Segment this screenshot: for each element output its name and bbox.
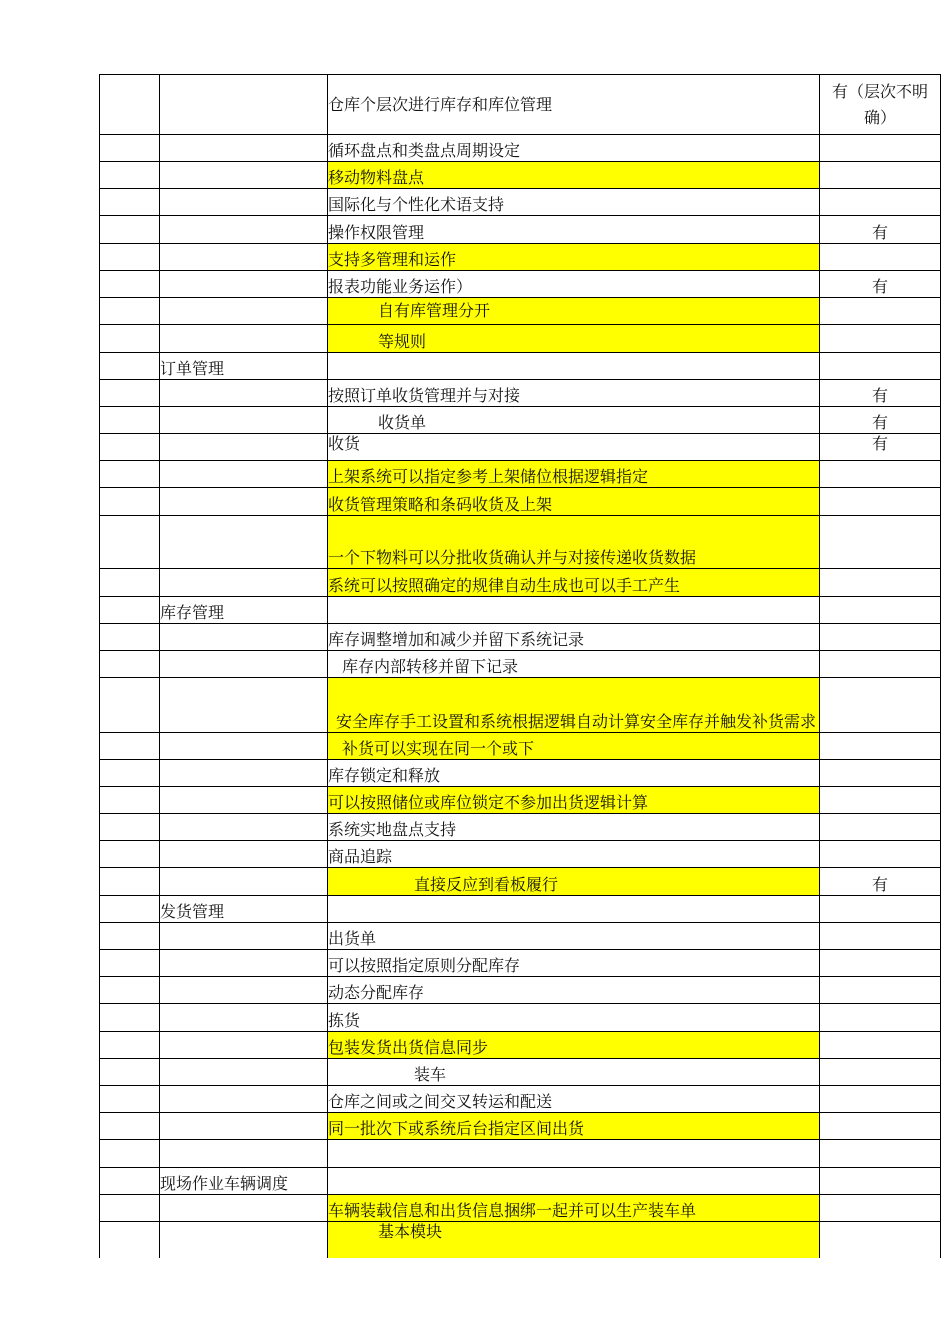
blank-cell bbox=[100, 189, 160, 216]
category-cell bbox=[160, 298, 328, 325]
status-cell: 有 bbox=[820, 216, 941, 244]
status-cell bbox=[820, 1168, 941, 1195]
blank-cell bbox=[100, 597, 160, 624]
category-cell bbox=[160, 733, 328, 760]
blank-cell bbox=[100, 353, 160, 380]
category-cell bbox=[160, 135, 328, 162]
blank-cell bbox=[100, 1222, 160, 1258]
feature-cell: 拣货 bbox=[328, 1004, 820, 1032]
category-cell bbox=[160, 1059, 328, 1086]
feature-cell: 系统可以按照确定的规律自动生成也可以手工产生 bbox=[328, 569, 820, 597]
feature-cell: 安全库存手工设置和系统根据逻辑自动计算安全库存并触发补货需求 bbox=[328, 678, 820, 733]
status-cell bbox=[820, 189, 941, 216]
requirements-table bbox=[99, 74, 941, 1258]
category-cell bbox=[160, 787, 328, 814]
category-cell bbox=[160, 488, 328, 516]
table-row bbox=[100, 1032, 941, 1059]
feature-cell: 上架系统可以指定参考上架储位根据逻辑指定 bbox=[328, 461, 820, 488]
status-cell bbox=[820, 760, 941, 787]
feature-cell: 仓库之间或之间交叉转运和配送 bbox=[328, 1086, 820, 1113]
feature-cell: 直接反应到看板履行 bbox=[328, 868, 820, 896]
feature-cell bbox=[328, 896, 820, 923]
blank-cell bbox=[100, 1113, 160, 1140]
blank-cell bbox=[100, 75, 160, 135]
status-cell bbox=[820, 298, 941, 325]
blank-cell bbox=[100, 651, 160, 678]
feature-cell: 仓库个层次进行库存和库位管理 bbox=[328, 75, 820, 135]
blank-cell bbox=[100, 380, 160, 407]
status-cell bbox=[820, 597, 941, 624]
table-row bbox=[100, 1140, 941, 1168]
status-cell: 有 bbox=[820, 380, 941, 407]
status-cell: 有 bbox=[820, 868, 941, 896]
status-cell bbox=[820, 678, 941, 733]
table-row bbox=[100, 271, 941, 298]
blank-cell bbox=[100, 407, 160, 434]
blank-cell bbox=[100, 162, 160, 189]
status-cell bbox=[820, 1195, 941, 1222]
blank-cell bbox=[100, 787, 160, 814]
status-cell: 有 bbox=[820, 434, 941, 461]
table-row bbox=[100, 814, 941, 841]
table-row bbox=[100, 1222, 941, 1258]
feature-cell: 收货单 bbox=[328, 407, 820, 434]
table-row bbox=[100, 1195, 941, 1222]
table-row bbox=[100, 407, 941, 434]
feature-cell: 商品追踪 bbox=[328, 841, 820, 868]
feature-cell: 操作权限管理 bbox=[328, 216, 820, 244]
category-cell bbox=[160, 1222, 328, 1258]
category-cell bbox=[160, 1086, 328, 1113]
feature-cell: 报表功能业务运作） bbox=[328, 271, 820, 298]
table-row bbox=[100, 624, 941, 651]
feature-cell: 补货可以实现在同一个或下 bbox=[328, 733, 820, 760]
category-cell bbox=[160, 271, 328, 298]
status-cell: 有（层次不明确） bbox=[820, 75, 941, 135]
table-row bbox=[100, 353, 941, 380]
feature-cell: 车辆装载信息和出货信息捆绑一起并可以生产装车单 bbox=[328, 1195, 820, 1222]
blank-cell bbox=[100, 950, 160, 977]
category-cell bbox=[160, 407, 328, 434]
table-row bbox=[100, 461, 941, 488]
feature-cell: 移动物料盘点 bbox=[328, 162, 820, 189]
status-cell bbox=[820, 1059, 941, 1086]
category-cell bbox=[160, 516, 328, 569]
feature-cell: 自有库管理分开 bbox=[328, 298, 820, 325]
category-cell bbox=[160, 325, 328, 353]
category-cell bbox=[160, 434, 328, 461]
category-cell bbox=[160, 75, 328, 135]
table-row bbox=[100, 244, 941, 271]
feature-cell bbox=[328, 353, 820, 380]
table-row bbox=[100, 298, 941, 325]
status-cell: 有 bbox=[820, 271, 941, 298]
feature-cell: 包装发货出货信息同步 bbox=[328, 1032, 820, 1059]
table-row bbox=[100, 516, 941, 569]
category-cell bbox=[160, 923, 328, 950]
blank-cell bbox=[100, 434, 160, 461]
category-cell bbox=[160, 569, 328, 597]
table-row bbox=[100, 189, 941, 216]
table-row bbox=[100, 923, 941, 950]
category-cell bbox=[160, 760, 328, 787]
blank-cell bbox=[100, 271, 160, 298]
category-cell bbox=[160, 1195, 328, 1222]
blank-cell bbox=[100, 1004, 160, 1032]
feature-cell: 收货管理策略和条码收货及上架 bbox=[328, 488, 820, 516]
category-cell bbox=[160, 868, 328, 896]
category-cell bbox=[160, 624, 328, 651]
blank-cell bbox=[100, 569, 160, 597]
blank-cell bbox=[100, 977, 160, 1004]
table-row bbox=[100, 733, 941, 760]
feature-cell: 出货单 bbox=[328, 923, 820, 950]
table-row bbox=[100, 1059, 941, 1086]
category-cell bbox=[160, 244, 328, 271]
blank-cell bbox=[100, 325, 160, 353]
category-cell bbox=[160, 1113, 328, 1140]
category-cell bbox=[160, 216, 328, 244]
blank-cell bbox=[100, 244, 160, 271]
feature-cell: 一个下物料可以分批收货确认并与对接传递收货数据 bbox=[328, 516, 820, 569]
table-row bbox=[100, 75, 941, 135]
category-cell: 库存管理 bbox=[160, 597, 328, 624]
table-row bbox=[100, 434, 941, 461]
blank-cell bbox=[100, 896, 160, 923]
status-cell bbox=[820, 977, 941, 1004]
category-cell: 发货管理 bbox=[160, 896, 328, 923]
feature-cell: 系统实地盘点支持 bbox=[328, 814, 820, 841]
table-row bbox=[100, 216, 941, 244]
feature-cell bbox=[328, 1140, 820, 1168]
feature-cell: 循环盘点和类盘点周期设定 bbox=[328, 135, 820, 162]
feature-cell: 同一批次下或系统后台指定区间出货 bbox=[328, 1113, 820, 1140]
blank-cell bbox=[100, 923, 160, 950]
category-cell bbox=[160, 814, 328, 841]
table-row bbox=[100, 488, 941, 516]
table-row bbox=[100, 977, 941, 1004]
category-cell bbox=[160, 977, 328, 1004]
table-row bbox=[100, 651, 941, 678]
blank-cell bbox=[100, 624, 160, 651]
status-cell bbox=[820, 787, 941, 814]
status-cell bbox=[820, 1140, 941, 1168]
category-cell bbox=[160, 162, 328, 189]
blank-cell bbox=[100, 841, 160, 868]
table-row bbox=[100, 325, 941, 353]
category-cell bbox=[160, 461, 328, 488]
feature-cell: 可以按照指定原则分配库存 bbox=[328, 950, 820, 977]
status-cell: 有 bbox=[820, 407, 941, 434]
blank-cell bbox=[100, 1140, 160, 1168]
blank-cell bbox=[100, 216, 160, 244]
blank-cell bbox=[100, 488, 160, 516]
category-cell bbox=[160, 950, 328, 977]
blank-cell bbox=[100, 516, 160, 569]
blank-cell bbox=[100, 461, 160, 488]
table-row bbox=[100, 950, 941, 977]
blank-cell bbox=[100, 1195, 160, 1222]
status-cell bbox=[820, 1222, 941, 1258]
table-row bbox=[100, 597, 941, 624]
table-row bbox=[100, 162, 941, 189]
feature-cell: 库存调整增加和减少并留下系统记录 bbox=[328, 624, 820, 651]
category-cell bbox=[160, 189, 328, 216]
feature-cell: 基本模块 bbox=[328, 1222, 820, 1258]
category-cell bbox=[160, 1032, 328, 1059]
blank-cell bbox=[100, 760, 160, 787]
blank-cell bbox=[100, 678, 160, 733]
status-cell bbox=[820, 516, 941, 569]
feature-cell: 按照订单收货管理并与对接 bbox=[328, 380, 820, 407]
status-cell bbox=[820, 1086, 941, 1113]
status-cell bbox=[820, 135, 941, 162]
feature-cell: 装车 bbox=[328, 1059, 820, 1086]
table-row bbox=[100, 380, 941, 407]
feature-cell: 国际化与个性化术语支持 bbox=[328, 189, 820, 216]
blank-cell bbox=[100, 814, 160, 841]
feature-cell: 等规则 bbox=[328, 325, 820, 353]
status-cell bbox=[820, 841, 941, 868]
blank-cell bbox=[100, 733, 160, 760]
category-cell: 现场作业车辆调度 bbox=[160, 1168, 328, 1195]
blank-cell bbox=[100, 1086, 160, 1113]
table-row bbox=[100, 135, 941, 162]
blank-cell bbox=[100, 298, 160, 325]
table-row bbox=[100, 896, 941, 923]
feature-cell: 库存锁定和释放 bbox=[328, 760, 820, 787]
category-cell bbox=[160, 841, 328, 868]
table-row bbox=[100, 1113, 941, 1140]
blank-cell bbox=[100, 1059, 160, 1086]
category-cell bbox=[160, 1004, 328, 1032]
blank-cell bbox=[100, 1168, 160, 1195]
status-cell bbox=[820, 325, 941, 353]
category-cell bbox=[160, 651, 328, 678]
feature-cell: 收货 bbox=[328, 434, 820, 461]
category-cell bbox=[160, 678, 328, 733]
status-cell bbox=[820, 733, 941, 760]
category-cell: 订单管理 bbox=[160, 353, 328, 380]
table-row bbox=[100, 1004, 941, 1032]
status-cell bbox=[820, 923, 941, 950]
status-cell bbox=[820, 488, 941, 516]
feature-cell: 可以按照储位或库位锁定不参加出货逻辑计算 bbox=[328, 787, 820, 814]
table-row bbox=[100, 569, 941, 597]
category-cell bbox=[160, 1140, 328, 1168]
status-cell bbox=[820, 1004, 941, 1032]
feature-cell: 支持多管理和运作 bbox=[328, 244, 820, 271]
status-cell bbox=[820, 896, 941, 923]
table-row bbox=[100, 1086, 941, 1113]
status-cell bbox=[820, 1032, 941, 1059]
status-cell bbox=[820, 950, 941, 977]
category-cell bbox=[160, 380, 328, 407]
status-cell bbox=[820, 1113, 941, 1140]
feature-cell bbox=[328, 597, 820, 624]
status-cell bbox=[820, 461, 941, 488]
status-cell bbox=[820, 244, 941, 271]
status-cell bbox=[820, 569, 941, 597]
feature-cell: 库存内部转移并留下记录 bbox=[328, 651, 820, 678]
feature-cell: 动态分配库存 bbox=[328, 977, 820, 1004]
table-row bbox=[100, 868, 941, 896]
table-row bbox=[100, 787, 941, 814]
status-cell bbox=[820, 624, 941, 651]
table-row bbox=[100, 841, 941, 868]
blank-cell bbox=[100, 1032, 160, 1059]
table-row bbox=[100, 760, 941, 787]
blank-cell bbox=[100, 135, 160, 162]
status-cell bbox=[820, 651, 941, 678]
status-cell bbox=[820, 814, 941, 841]
table-row bbox=[100, 678, 941, 733]
blank-cell bbox=[100, 868, 160, 896]
status-cell bbox=[820, 353, 941, 380]
table-row bbox=[100, 1168, 941, 1195]
status-cell bbox=[820, 162, 941, 189]
feature-cell bbox=[328, 1168, 820, 1195]
